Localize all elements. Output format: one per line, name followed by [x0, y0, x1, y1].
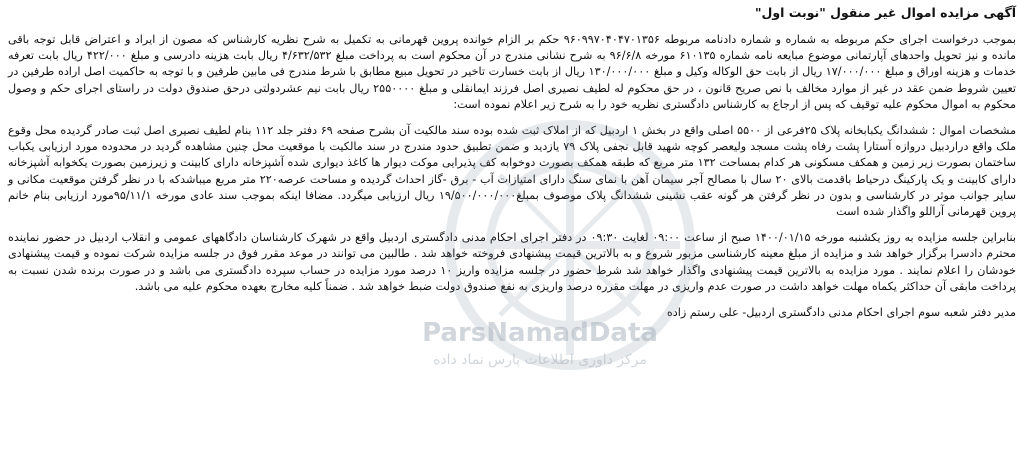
notice-paragraph-intro: بموجب درخواست اجرای حکم مربوطه به شماره و شماره دادنامه مربوطه ۹۶۰۹۹۷۰۴۰۴۷۰۱۳۵۶ حکم بر الزام خوانده پروین قهرمانی به تکمیل به شرح نظریه کارشناس که مصون از ایراد و اعتراض قابل توجه باقی مانده و نیز تحویل واحدهای آپارتمانی موضوع مبایعه نامه شماره ۶۱۰۱۳۵ مورخه ۹۶/۶/۸ به شرح نشانی مندرج در آن محکوم است به پرداخت مبلغ ۴/۶۳۲/۵۳۲ ریال بابت هزینه دادرسی و مبلغ ۴۲۲/۰۰۰ ریال بابت تعرفه خدمات و هزینه اوراق و مبلغ ۱۷/۰۰۰/۰۰۰ ریال از بابت حق الوکاله وکیل و مبلغ ۱۳۰/۰۰۰/۰۰۰ ریال از بابت خسارت تاخیر در تحویل مبیع مطابق با شرط مندرج فی مابین طرفین و با توجه به حاکمیت اصل اراده طرفین در تعیین شروط ضمن عقد در غیر از موارد مخالف با نص صریح قانون ، در حق محکوم له لطیف نصیری اصل فرزند ایمانقلی و مبلغ ۲۵۵۰۰۰۰ ریال بابت نیم عشردولتی درحق صندوق دولت در راستای اجرای حکم و وصول محکوم به اموال محکوم علیه توقیف که پس از ارجاع به کارشناس دادگستری نظریه خود را به شرح زیر اعلام نموده است:	[8, 33, 1017, 111]
notice-title: آگهی مزایده اموال غیر منقول "نوبت اول"	[755, 5, 1016, 20]
notice-signature: مدیر دفتر شعبه سوم اجرای احکام مدنی دادگستری اردبیل- علی رستم زاده	[666, 306, 1016, 320]
watermark-subtext: مرکز داوری اطلاعات پارس نماد داده	[433, 352, 647, 368]
auction-notice	[8, 0, 1016, 468]
notice-paragraph-session: بنابراین جلسه مزایده به روز یکشنبه مورخه ۱۴۰۰/۰۱/۱۵ صبح از ساعت ۰۹:۰۰ لغایت ۰۹:۳۰ در دفتر اجرای احکام مدنی دادگستری اردبیل واقع در شهرک کارشناسان دادگاههای عمومی و انقلاب اردبیل در حضور نماینده محترم دادسرا برگزار خواهد شد و مزایده از مبلغ معینه کارشناسی مزبور شروع و به بالاترین قیمت پیشنهادی فروخته خواهد شد . طالبین می توانند در موعد مقرر فوق در جلسه مزایده شرکت نموده و قیمت پیشنهادی خودشان را اعلام نمایند . مورد مزایده به بالاترین قیمت پیشنهادی واگذار خواهد شد شرط حضور در جلسه مزایده واریز ۱۰ درصد مورد مزایده در حساب سپرده دادگستری می باشد و در صورت برنده شدن نسبت به پرداخت مابقی آن حداکثر یکماه مهلت خواهد داشت در صورت عدم واریزی در مهلت مقرره درصد واریزی به نفع صندوق دولت ضبط خواهد شد . ضمناً کلیه مخارج بعهده محکوم علیه می باشد.	[8, 231, 1016, 293]
watermark-text: ParsNamadData	[422, 318, 658, 348]
notice-paragraph-property: مشخصات اموال : ششدانگ یکبابخانه پلاک ۲۵فرعی از ۵۵۰۰ اصلی واقع در بخش ۱ اردبیل که از املاک ثبت شده بوده سند مالکیت آن بشرح صفحه ۶۹ دفتر جلد ۱۱۲ بنام لطیف نصیری اصل ثبت صادر گردیده محل وقوع ملک واقع دراردبیل دروازه آستارا پشت رفاه پشت مسجد ولیعصر کوچه شهید قابل نجفی پلاک ۷۹ یازدید و ضمن تطبیق حدود مندرج در سند مالکیت با موقعیت محل چنین مشاهده گردید در محدوده مورد ارزیابی یکباب ساختمان بصورت زیر زمین و همکف مسکونی هر کدام بمساحت ۱۳۲ متر مربع که طبقه همکف بصورت دوخوابه کف پذیرایی موکت دیوار ها کاغذ دیواری شده آشپزخانه دارای کابینت و زیرزمین بصورت یکخوابه آشپزخانه دارای کابینت و یک پارکینگ درحیاط باقدمت بالای ۲۰ سال با مصالح آجر سیمان آهن با نمای سنگ دارای امتیازات آب - برق -گاز احداث گردیده و مساحت عرصه۲۲۰ متر مربع میباشدکه با در نظر گرفتن موقعیت مکانی و سایر جوانب موثر در کارشناسی و بدون در نظر گرفتن هر گونه عقب نشینی ششدانگ پلاک موصوف بمبلغ۱۹/۵۰۰/۰۰۰/۰۰۰ ریال ارزیابی میگردد. مضافا اینکه بموجب سند عادی مورخه ۹۵/۱۱/۱مورد ارزیابی بنام خانم پروین قهرمانی آراللو واگذار شده است	[8, 124, 1017, 219]
